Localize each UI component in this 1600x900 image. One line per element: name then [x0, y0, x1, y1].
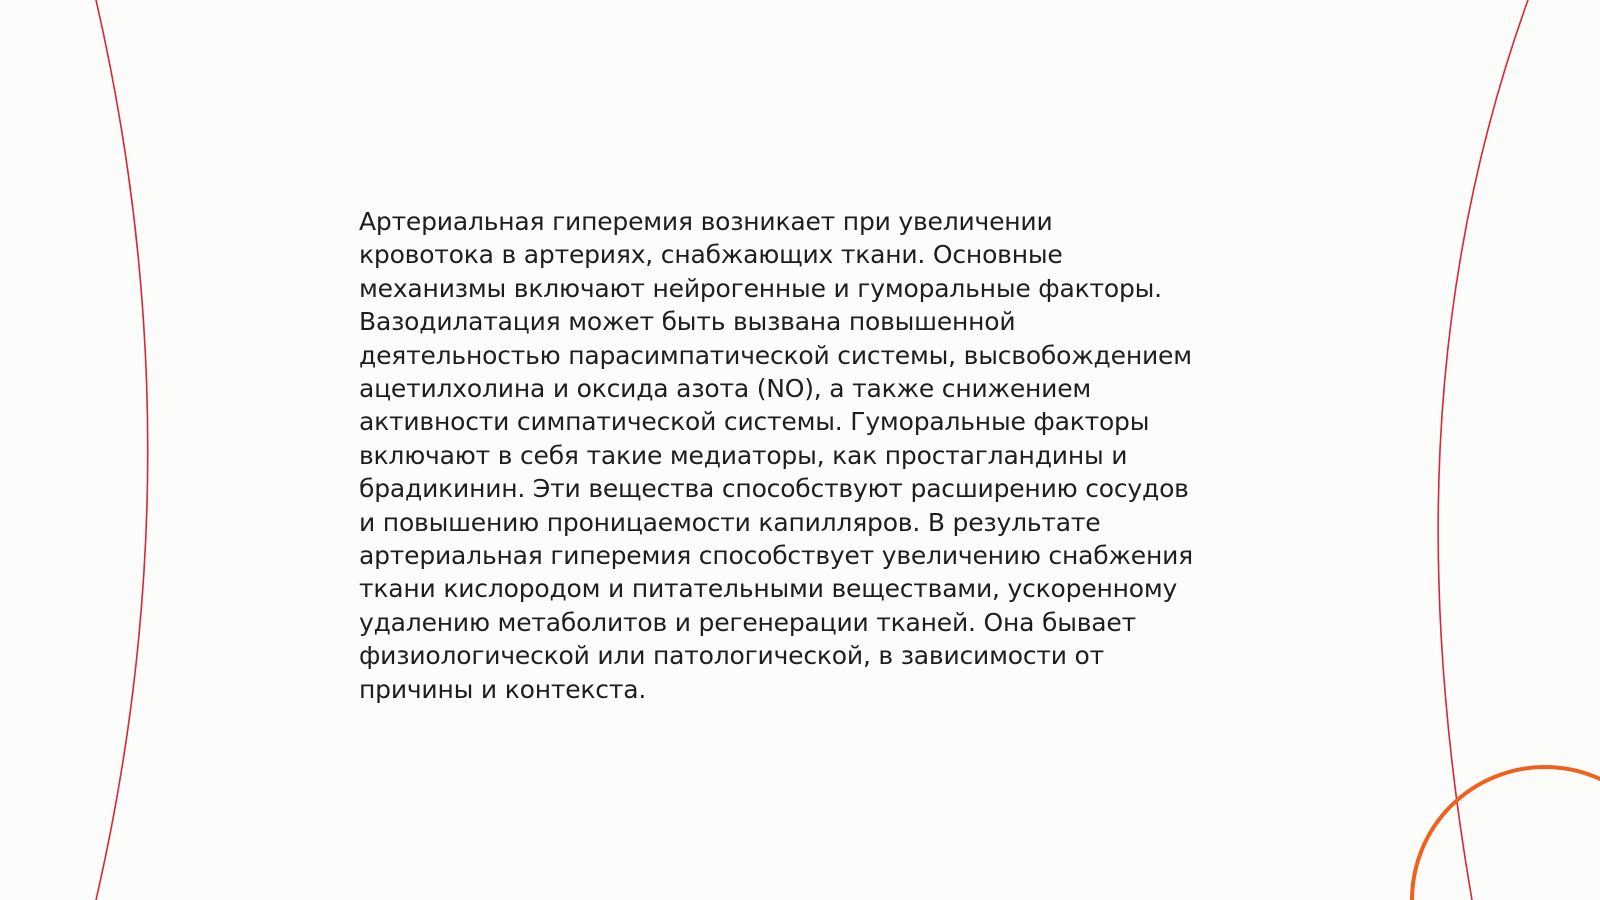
paragraph-line: физиологической или патологической, в зависимости от [359, 641, 1105, 671]
paragraph-line: причины и контекста. [359, 674, 647, 704]
body-paragraph [359, 205, 1249, 706]
paragraph-line: кровотока в артериях, снабжающих ткани. Основные [359, 240, 1063, 270]
paragraph-line: ацетилхолина и оксида азота (NO), а также снижением [359, 374, 1092, 404]
paragraph-line: Артериальная гиперемия возникает при увеличении [359, 207, 1053, 236]
paragraph-line: удалению метаболитов и регенерации тканей. Она бывает [359, 607, 1136, 637]
right-arc [1438, 0, 1528, 900]
left-arc [96, 0, 148, 900]
corner-circle [1412, 767, 1600, 900]
paragraph-line: механизмы включают нейрогенные и гуморальные факторы. [359, 273, 1162, 303]
paragraph-line: включают в себя такие медиаторы, как простагландины и [359, 440, 1128, 470]
paragraph-line: артериальная гиперемия способствует увеличению снабжения [359, 541, 1193, 571]
paragraph-line: ткани кислородом и питательными веществами, ускоренному [359, 574, 1178, 604]
paragraph-line: Вазодилатация может быть вызвана повышенной [359, 307, 1016, 337]
paragraph-line: и повышению проницаемости капилляров. В результате [359, 507, 1101, 537]
paragraph-line: брадикинин. Эти вещества способствуют расширению сосудов [359, 474, 1189, 504]
paragraph-line: активности симпатической системы. Гуморальные факторы [359, 407, 1150, 437]
paragraph-line: деятельностью парасимпатической системы, высвобождением [359, 340, 1192, 370]
